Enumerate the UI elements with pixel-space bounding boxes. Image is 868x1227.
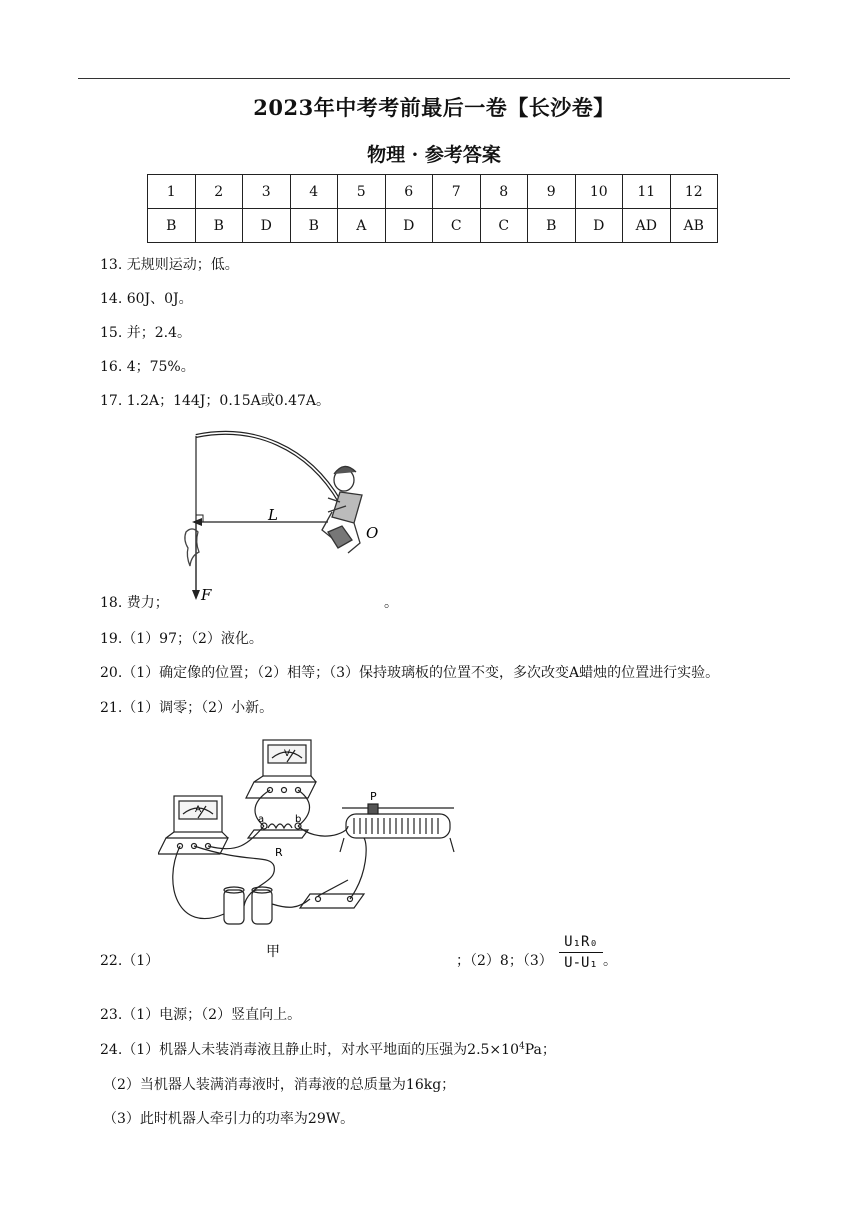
question-number-cell: 2 [195, 175, 243, 209]
label-F: F [201, 586, 212, 604]
answer-18-prefix: 18. 费力； [100, 595, 169, 611]
answer-19: 19.（1）97；（2）液化。 [100, 631, 263, 647]
answer-cell: C [480, 209, 528, 243]
answer-14: 14. 60J、0J。 [100, 291, 193, 307]
answer-cell: C [433, 209, 481, 243]
answer-24-part1 [100, 1039, 556, 1059]
answer-23: 23.（1）电源；（2）竖直向上。 [100, 1007, 302, 1023]
answer-cell: A [338, 209, 386, 243]
answer-22-end: 。 [603, 953, 617, 969]
question-number-cell: 8 [480, 175, 528, 209]
fishing-rod [196, 433, 340, 502]
page-title: 2023年中考考前最后一卷【长沙卷】 [253, 95, 615, 120]
wire [173, 846, 224, 919]
label-O: O [366, 524, 379, 542]
exponent: 4 [518, 1041, 525, 1052]
answer-cell: D [243, 209, 291, 243]
angler-figure-icon [322, 466, 362, 553]
question-number-cell: 9 [528, 175, 576, 209]
answer-13: 13. 无规则运动；低。 [100, 257, 239, 273]
question-number-cell: 3 [243, 175, 291, 209]
slider-P-label: P [370, 790, 377, 803]
voltmeter-icon [246, 740, 316, 798]
answer-24-part1-unit: Pa； [524, 1042, 556, 1058]
question-number-cell: 4 [290, 175, 338, 209]
circuit-apparatus-figure [158, 734, 468, 964]
answer-cell: B [290, 209, 338, 243]
answer-18-suffix: 。 [384, 595, 398, 611]
answer-22-prefix: 22.（1） [100, 953, 160, 969]
answer-20: 20.（1）确定像的位置；（2）相等；（3）保持玻璃板的位置不变，多次改变A蜡烛的位置进行实验。 [100, 665, 720, 681]
answer-24-part1-text: 24.（1）机器人未装消毒液且静止时，对水平地面的压强为2.5×10 [100, 1042, 519, 1058]
fish-icon [185, 529, 199, 566]
switch-icon [300, 880, 364, 908]
wire [350, 838, 366, 899]
answer-cell: B [528, 209, 576, 243]
answer-cell: B [148, 209, 196, 243]
answer-table-answer-row [148, 209, 718, 243]
resistor-label: R [275, 846, 283, 859]
fraction-numerator: U₁R₀ [559, 934, 603, 953]
ammeter-label: A [195, 805, 202, 815]
header-rule [78, 78, 790, 79]
question-number-cell: 1 [148, 175, 196, 209]
answer-cell: B [195, 209, 243, 243]
terminal-b-label: b [295, 814, 302, 825]
question-number-cell: 10 [575, 175, 623, 209]
question-number-cell: 5 [338, 175, 386, 209]
question-number-cell: 7 [433, 175, 481, 209]
fishing-rod-lever-figure [168, 422, 398, 608]
answer-table [147, 174, 718, 243]
question-number-cell: 12 [670, 175, 718, 209]
answer-cell: AD [623, 209, 671, 243]
answer-16: 16. 4；75%。 [100, 359, 195, 375]
answer-22-middle: ；（2）8；（3） [456, 953, 553, 969]
rheostat-icon [340, 804, 454, 852]
fraction-denominator: U-U₁ [564, 955, 598, 971]
ammeter-icon [158, 796, 228, 854]
battery-icon [224, 887, 272, 924]
label-L: L [268, 506, 278, 524]
answer-22-fraction [559, 934, 603, 971]
answer-cell: D [385, 209, 433, 243]
voltmeter-label: V [284, 749, 291, 759]
figure-caption: 甲 [266, 944, 280, 960]
answer-cell: AB [670, 209, 718, 243]
page-subtitle: 物理 · 参考答案 [367, 144, 501, 166]
answer-24-part2: （2）当机器人装满消毒液时，消毒液的总质量为16kg； [103, 1077, 456, 1093]
answer-15: 15. 并；2.4。 [100, 325, 191, 341]
question-number-cell: 11 [623, 175, 671, 209]
answer-21: 21.（1）调零；（2）小新。 [100, 700, 274, 716]
wire [298, 826, 348, 836]
answer-cell: D [575, 209, 623, 243]
answer-24-part3: （3）此时机器人牵引力的功率为29W。 [103, 1111, 355, 1127]
answer-table-number-row [148, 175, 718, 209]
answer-17: 17. 1.2A；144J；0.15A或0.47A。 [100, 393, 330, 409]
terminal-a-label: a [258, 814, 265, 825]
question-number-cell: 6 [385, 175, 433, 209]
